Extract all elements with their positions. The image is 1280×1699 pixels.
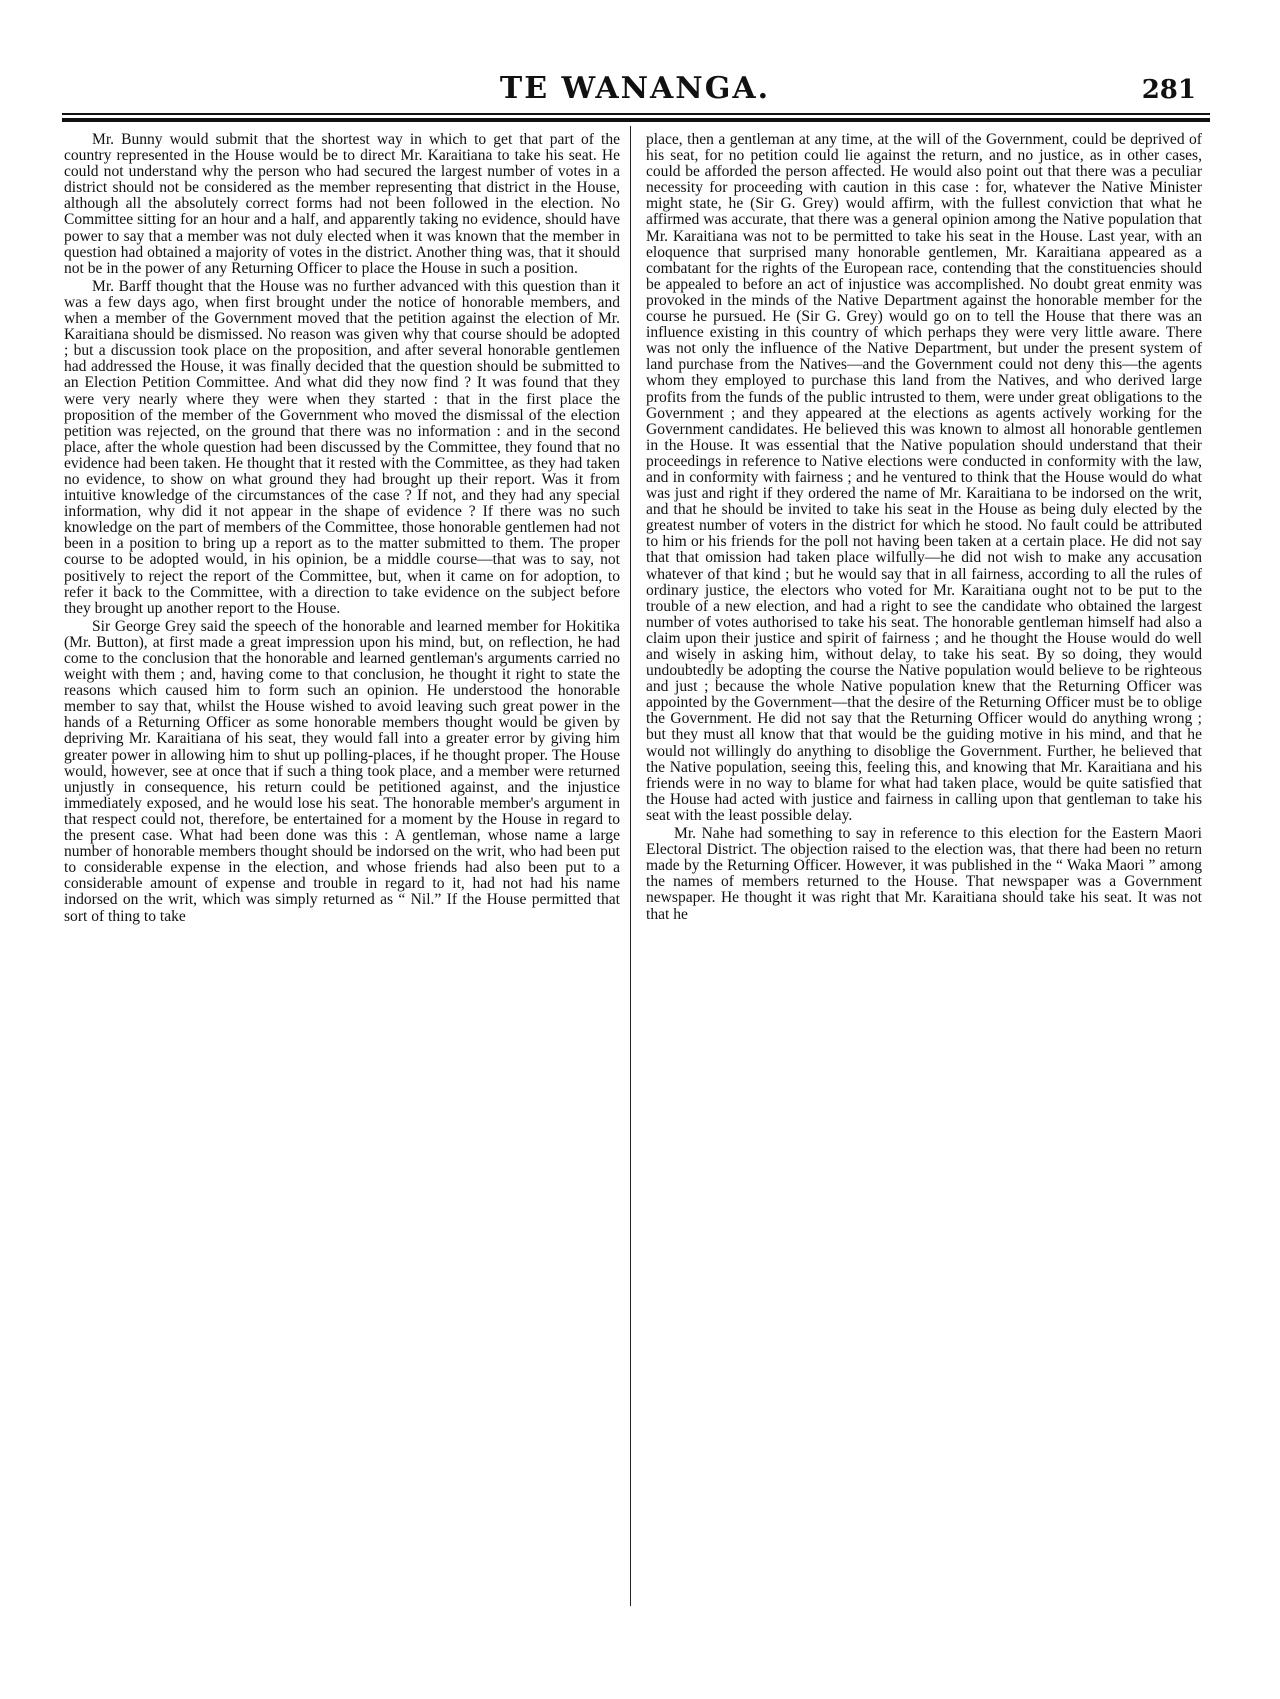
paragraph-grey: Sir George Grey said the speech of the honorable and learned member for Hokitika (Mr. Button), at first made a great impression upon his mind, but, on reflection, he had come to the conclusion that the honorable and learned gentleman's arguments carried no weight with them ; and, having come to that conclusion, he thought it right to state the reasons which caused him to form such an opinion. He understood the honorable member to say that, whilst the House wished to avoid leaving such great power in the hands of a Returning Officer as some honorable members thought would be given by depriving Mr. Karaitiana of his seat, they would fall into a greater error by giving him greater power in allowing him to shut up polling-places, if he thought proper. The House would, however, see at once that if such a thing took place, and a member were returned unjustly in consequence, his return could be petitioned against, and the injustice immediately exposed, and he would lose his seat. The honorable member's argument in that respect could not, therefore, be entertained for a moment by the House in regard to the present case. What had been done was this : A gentleman, whose name a large number of honorable members thought should be indorsed on the writ, who had been put to considerable expense in the election, and whose friends had also been put to a considerable amount of expense and trouble in regard to it, had not had his name indorsed on the writ, which was simply returned as “ Nil.” If the House permitted that sort of thing to take	[64, 617, 620, 925]
page-number: 281	[1141, 75, 1196, 105]
header-rule-thin	[62, 113, 1210, 115]
paragraph-nahe: Mr. Nahe had something to say in reference to this election for the Eastern Maori Electoral District. The objection raised to the election was, that there had been no return made by the Returning Officer. However, it was published in the “ Waka Maori ” among the names of members returned to the House. That newspaper was a Government newspaper. He thought it was right that Mr. Karaitiana should take his seat. It was not that he	[646, 825, 1202, 923]
header-rule-thick	[62, 118, 1210, 122]
paragraph-barff: Mr. Barff thought that the House was no further advanced with this question than it was a few days ago, when first brought under the notice of honorable members, and when a member of the Government moved that the petition against the election of Mr. Karaitiana should be dismissed. No reason was given why that course should be adopted ; but a discussion took place on the proposition, and after several honorable gentlemen had addressed the House, it was finally decided that the question should be submitted to an Election Petition Committee. And what did they now find ? It was found that they were very nearly where they were when they started : that in the first place the proposition of the member of the Government who moved the dismissal of the election petition was rejected, on the ground that there was no information : and in the second place, after the whole question had been discussed by the Committee, they found that no evidence had been taken. He thought that it rested with the Committee, as they had taken no evidence, to show on what ground they had brought up their report. Was it from intuitive knowledge of the circumstances of the case ? If not, and they had any special information, why did it not appear in the shape of evidence ? If there was no such knowledge on the part of members of the Committee, those honorable gentlemen had not been in a position to bring up a report as to the matter submitted to them. The proper course to be adopted would, in his opinion, be a middle course—that was to say, not positively to reject the report of the Committee, but, when it came on for adoption, to refer it back to the Committee, with a direction to take evidence on the subject before they brought up another report to the House.	[64, 277, 620, 617]
paragraph-grey-continued: place, then a gentleman at any time, at the will of the Government, could be deprived of his seat, for no petition could lie against the return, and no justice, as in other cases, could be afforded the person affected. He would also point out that there was a peculiar necessity for proceeding with caution in this case : for, whatever the Native Minister might state, he (Sir G. Grey) would affirm, with the fullest conviction that what he affirmed was accurate, that there was a general opinion among the Native population that Mr. Karaitiana was not to be permitted to take his seat in the House. Last year, with an eloquence that surprised many honorable gentlemen, Mr. Karaitiana appeared as a combatant for the rights of the European race, contending that the constituencies should be appealed to before an act of injustice was accomplished. No doubt great enmity was provoked in the minds of the Native Department against the honorable member for the course he pursued. He (Sir G. Grey) would go on to tell the House that there was an influence existing in this country of which perhaps they were very little aware. There was not only the influence of the Native Department, but under the present system of land purchase from the Natives—and the Government could not deny this—the agents whom they employed to purchase this land from the Natives, and who derived large profits from the funds of the public intrusted to them, were under great obligations to the Government ; and they appeared at the elections as agents actively working for the Government candidates. He believed this was known to almost all honorable gentlemen in the House. It was essential that the Native population should understand that their proceedings in reference to Native elections were conducted in conformity with the law, and in conformity with fairness ; and he ventured to think that the House would do what was just and right if they ordered the name of Mr. Karaitiana to be indorsed on the writ, and that he should be invited to take his seat in the House as being duly elected by the greatest number of voters in the district for which he stood. No fault could be attributed to him or his friends for the poll not having been taken at a certain place. He did not say that that omission had taken place wilfully—he did not wish to make any accusation whatever of that kind ; but he would say that in all fairness, according to all the rules of ordinary justice, the electors who voted for Mr. Karaitiana ought not to be put to the trouble of a new election, and had a right to see the candidate who obtained the largest number of votes authorised to take his seat. The honorable gentleman himself had also a claim upon their justice and spirit of fairness ; and he thought the House would do well and wisely in asking him, without delay, to take his seat. By so doing, they would undoubtedly be adopting the course the Native population would believe to be righteous and just ; because the whole Native population knew that the Returning Officer was appointed by the Government—that the desire of the Returning Officer must be to oblige the Government. He did not say that the Returning Officer would do anything wrong ; but they must all know that that would be the guiding motive in his mind, and that he would not willingly do anything to disoblige the Government. Further, he believed that the Native population, seeing this, feeling this, and knowing that Mr. Karaitiana and his friends were in no way to blame for what had taken place, would be quite satisfied that the House had acted with justice and fairness in calling upon that gentleman to take his seat with the least possible delay.	[646, 132, 1202, 824]
left-column	[64, 132, 620, 1572]
masthead	[60, 70, 1210, 110]
right-column	[646, 132, 1202, 1572]
column-divider	[630, 126, 631, 1606]
publication-title: TE WANANGA.	[499, 71, 771, 106]
paragraph-bunny: Mr. Bunny would submit that the shortest way in which to get that part of the country represented in the House would be to direct Mr. Karaitiana to take his seat. He could not understand why the person who had secured the largest number of votes in a district should not be considered as the member representing that district in the House, although all the absolutely correct forms had not been followed in the election. No Committee sitting for an hour and a half, and apparently taking no evidence, should have power to say that a member was not duly elected when it was known that the member in question had obtained a majority of votes in the district. Another thing was, that it should not be in the power of any Returning Officer to place the House in such a position.	[64, 132, 620, 277]
